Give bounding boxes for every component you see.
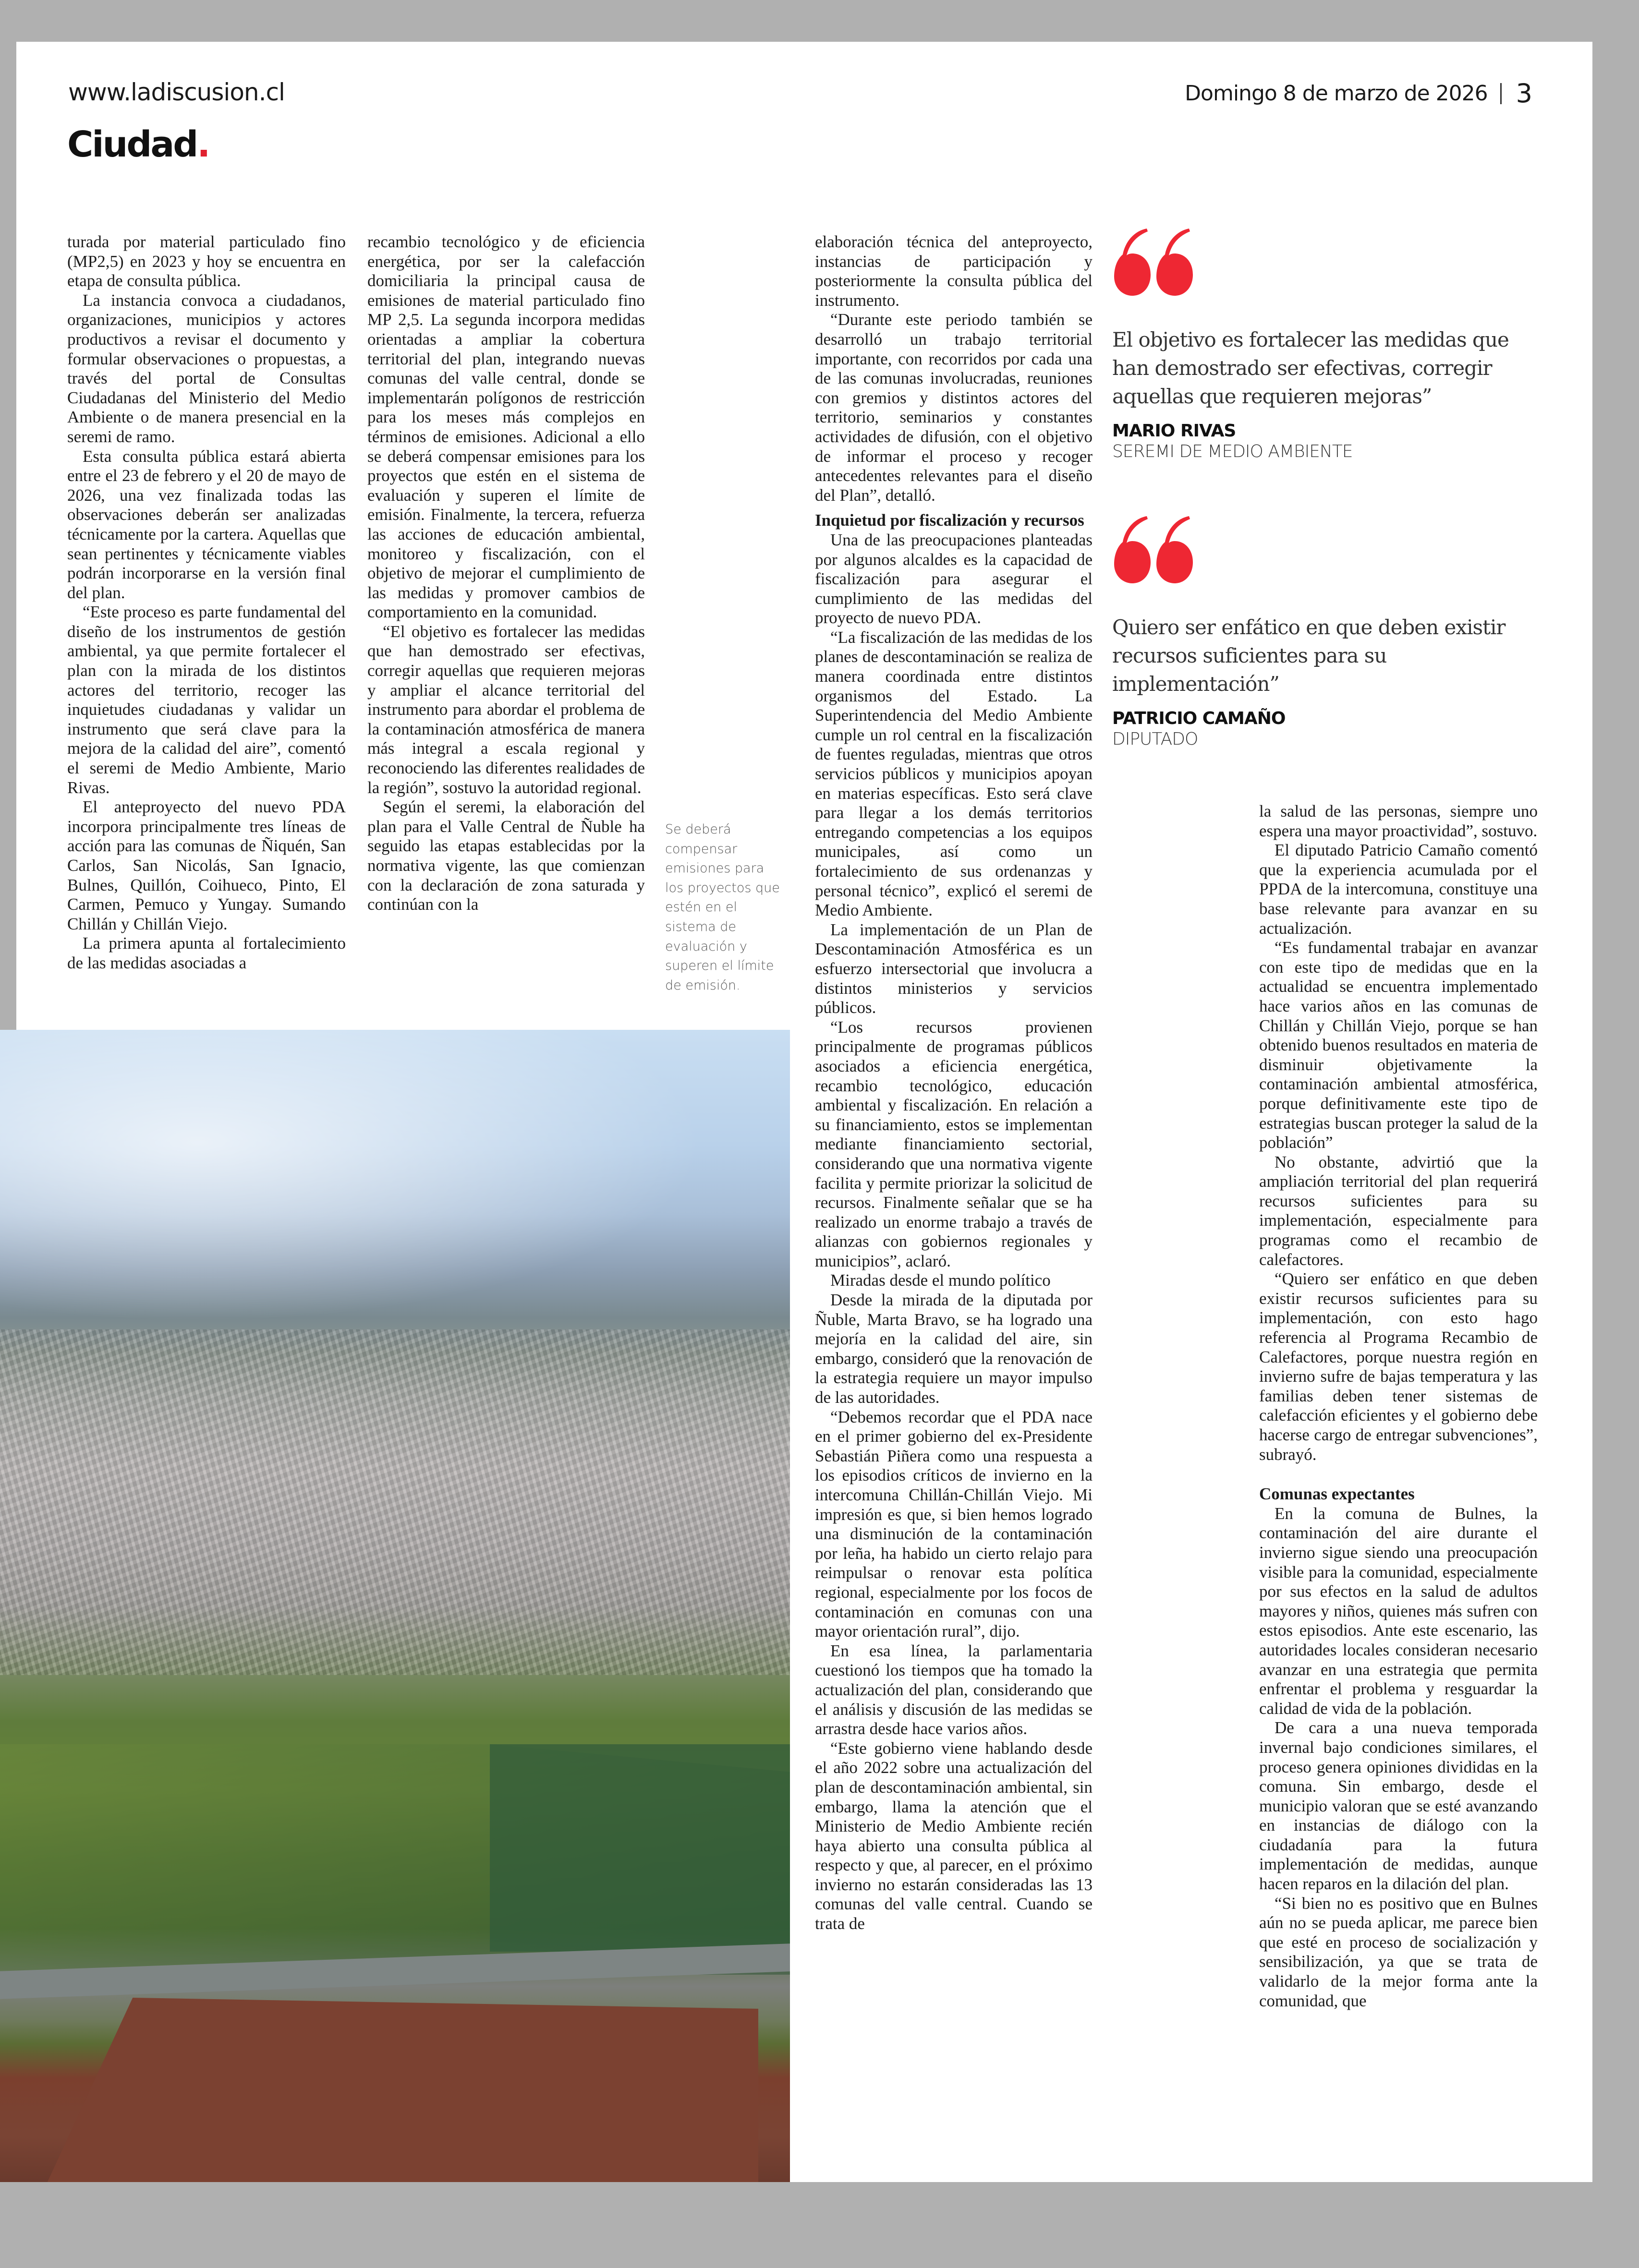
paragraph: “Quiero ser enfático en que deben existir recursos suficientes para su implementación, con esto hago referencia al Programa Recambio de Calefactores, porque nuestra región en invierno sufre de bajas temperatura y las familias deben tener sistemas de calefacción eficientes y el gobierno debe hacerse cargo de entregar subvenciones”, subrayó. [1259, 1269, 1538, 1464]
paragraph: Desde la mirada de la diputada por Ñuble, Marta Bravo, se ha logrado una mejoría en la calidad del aire, sin embargo, consideró que la renovación de la estrategia requiere un mayor impulso de las autoridades. [815, 1291, 1093, 1407]
quote-mark-icon [1113, 512, 1544, 584]
date-and-page [1185, 78, 1532, 109]
photo-plowed-field [48, 1998, 759, 2182]
paragraph: “Durante este periodo también se desarrolló un trabajo territorial importante, con recorridos por cada una de las comunas involucradas, reuniones con gremios y distintos actores del territorio, seminarios y constantes actividades de difusión, con el objetivo de informar el proceso y recoger antecedentes relevantes para el diseño del Plan”, detalló. [815, 310, 1093, 505]
paragraph: De cara a una nueva temporada invernal bajo condiciones similares, el proceso genera opiniones divididas en la comuna. Sin embargo, desde el municipio valoran que se esté avanzando en instancias de diálogo con la ciudadanía para la futura implementación de medidas, aunque hacen reparos en la dilación del plan. [1259, 1718, 1538, 1894]
paragraph: “Este proceso es parte fundamental del diseño de los instrumentos de gestión ambiental, ya que permite fortalecer el plan con la mirada de los distintos actores del territorio, recoger las inquietudes ciudadanas y validar un instrumento que será clave para la mejora de la calidad del aire”, comentó el seremi de Medio Ambiente, Mario Rivas. [67, 603, 346, 797]
photo-city-area [0, 1329, 790, 1675]
section-dot: . [197, 124, 209, 165]
paragraph: Según el seremi, la elaboración del plan para el Valle Central de Ñuble ha seguido las etapas establecidas por la normativa vigente, las que comienzan con la declaración de zona saturada y continúan con la [367, 797, 645, 914]
paragraph: “Este gobierno viene hablando desde el año 2022 sobre una actualización del plan de descontaminación ambiental, sin embargo, llama la atención que el Ministerio de Medio Ambiente recién haya abierto una consulta pública al respecto y que, al parecer, en el próximo invierno no estarán consideradas las 13 comunas del valle central. Cuando se trata de [815, 1738, 1093, 1933]
paragraph: la salud de las personas, siempre uno espera una mayor proactividad”, sostuvo. [1259, 802, 1538, 840]
subheading: Comunas expectantes [1259, 1484, 1415, 1504]
photo-sky-haze [0, 1030, 790, 1352]
section-name: Ciudad [67, 124, 197, 165]
quote-author: MARIO RIVAS [1112, 421, 1236, 441]
photo-dark-field [490, 1744, 790, 1952]
paragraph: La instancia convoca a ciudadanos, organizaciones, municipios y actores productivos a revisar el documento y formular observaciones o propuestas, a través del portal de Consultas Ciudadanas del Ministerio del Medio Ambiente o de manera presencial en la seremi de ramo. [67, 290, 346, 446]
quote-role: SEREMI DE MEDIO AMBIENTE [1112, 442, 1353, 461]
article-column-3 [815, 232, 1093, 1934]
paragraph: “Es fundamental trabajar en avanzar con este tipo de medidas que en la actualidad se encuentra implementado hace varios años en las comunas de Chillán y Chillán Viejo, porque se han obtenido buenos resultados en materia de disminuir objetivamente la contaminación ambiental atmosférica, porque definitivamente este tipo de estrategias buscan proteger la salud de la población” [1259, 938, 1538, 1152]
paragraph: turada por material particulado fino (MP2,5) en 2023 y hoy se encuentra en etapa de consulta pública. [67, 232, 346, 290]
section-title [67, 124, 209, 165]
divider [1500, 83, 1502, 104]
article-column-4 [1259, 802, 1538, 2011]
paragraph: Una de las preocupaciones planteadas por algunos alcaldes es la capacidad de fiscalización para asegurar el cumplimiento de las medidas del proyecto de nuevo PDA. [815, 530, 1093, 627]
paragraph: El anteproyecto del nuevo PDA incorpora principalmente tres líneas de acción para las comunas de Ñiquén, San Carlos, San Nicolás, San Ignacio, Bulnes, Quillón, Coihueco, Pinto, El Carmen, Pemuco y Yungay. Sumando Chillán y Chillán Viejo. [67, 797, 346, 933]
paragraph: “Debemos recordar que el PDA nace en el primer gobierno del ex-Presidente Sebastián Piñera como una respuesta a los episodios críticos de invierno en la intercomuna Chillán-Chillán Viejo. Mi impresión es que, si bien hemos logrado una disminución de la contaminación por leña, ha habido un cierto relajo para reimpulsar o renovar esta política regional, especialmente por los focos de contaminación en comunas con una mayor orientación rural”, dijo. [815, 1407, 1093, 1641]
paragraph: recambio tecnológico y de eficiencia energética, por ser la calefacción domiciliaria la principal causa de emisiones de material particulado fino MP 2,5. La segunda incorpora medidas orientadas a ampliar la cobertura territorial del plan, integrando nuevas comunas del valle central, donde se implementarán polígonos de restricción para los meses más complejos en términos de emisiones. Adicional a ello se deberá compensar emisiones para los proyectos que estén en el sistema de evaluación y superen el límite de emisión. Finalmente, la tercera, refuerza las acciones de educación ambiental, monitoreo y fiscalización, con el objetivo de mejorar el cumplimiento de las medidas y promover cambios de comportamiento en la comunidad. [367, 232, 645, 622]
paragraph: “Si bien no es positivo que en Bulnes aún no se pueda aplicar, me parece bien que esté en proceso de socialización y sensibilización, ya que se trata de validarlo de la mejor forma ante la comunidad, que [1259, 1894, 1538, 2010]
quote-role: DIPUTADO [1112, 729, 1198, 749]
aerial-city-photo [0, 1030, 790, 2182]
pull-quote-rivas [1112, 225, 1544, 461]
paragraph: No obstante, advirtió que la ampliación territorial del plan requerirá recursos suficientes para su implementación, especialmente para programas como el recambio de calefactores. [1259, 1152, 1538, 1269]
paragraph: En la comuna de Bulnes, la contaminación del aire durante el invierno sigue siendo una preocupación visible para la comunidad, especialmente por sus efectos en la salud de adultos mayores y niños, quienes más sufren con estos episodios. Ante este escenario, las autoridades locales consideran necesario avanzar en una estrategia que permita enfrentar el problema y resguardar la calidad de vida de la población. [1259, 1504, 1538, 1718]
site-url[interactable]: www.ladiscusion.cl [68, 78, 285, 106]
article-column-1 [67, 232, 346, 973]
paragraph: La implementación de un Plan de Descontaminación Atmosférica es un esfuerzo intersectorial que involucra a distintos ministerios y servicios públicos. [815, 920, 1093, 1017]
article-column-2 [367, 232, 645, 915]
paragraph: El diputado Patricio Camaño comentó que la experiencia acumulada por el PPDA de la intercomuna, constituye una base relevante para avanzar en su actualización. [1259, 841, 1538, 938]
quote-text: Quiero ser enfático en que deben existir recursos suficientes para su implementación” [1112, 615, 1505, 696]
subheading: Inquietud por fiscalización y recursos [815, 511, 1084, 530]
paragraph: “Los recursos provienen principalmente de programas públicos asociados a eficiencia energética, recambio tecnológico, educación ambiental y fiscalización. En relación a su financiamiento, estos se implementan mediante financiamiento sectorial, considerando que una normativa vigente facilita y permite priorizar la solicitud de recursos. Finalmente señalar que se ha realizado un enorme trabajo a través de alianzas con gobiernos regionales y municipios”, aclaró. [815, 1017, 1093, 1270]
issue-date: Domingo 8 de marzo de 2026 [1185, 81, 1488, 106]
page-number: 3 [1516, 78, 1532, 109]
photo-caption: Se deberá compensar emisiones para los proyectos que estén en el sistema de evaluación y superen el límite de emisión. [665, 822, 780, 993]
quote-mark-icon [1113, 225, 1544, 297]
pull-quote-camano [1112, 512, 1544, 749]
paragraph: La primera apunta al fortalecimiento de las medidas asociadas a [67, 934, 346, 972]
quote-text: El objetivo es fortalecer las medidas que han demostrado ser efectivas, corregir aquellas que requieren mejoras” [1112, 328, 1509, 408]
paragraph: En esa línea, la parlamentaria cuestionó los tiempos que ha tomado la actualización del plan, considerando que el análisis y discusión de las medidas se arrastra desde hace varios años. [815, 1641, 1093, 1738]
paragraph: “El objetivo es fortalecer las medidas que han demostrado ser efectivas, corregir aquellas que requieren mejoras y ampliar el alcance territorial del instrumento para abordar el problema de la contaminación atmosférica de manera más integral a escala regional y reconociendo las diferentes realidades de la región”, sostuvo la autoridad regional. [367, 622, 645, 797]
paragraph: Esta consulta pública estará abierta entre el 23 de febrero y el 20 de mayo de 2026, una vez finalizada todas las observaciones deberán ser analizadas técnicamente por la cartera. Aquellas que sean pertinentes y técnicamente viables podrán incorporarse en la versión final del plan. [67, 446, 346, 602]
paragraph: elaboración técnica del anteproyecto, instancias de participación y posteriormente la consulta pública del instrumento. [815, 232, 1093, 310]
paragraph: “La fiscalización de las medidas de los planes de descontaminación se realiza de manera coordinada entre distintos organismos del Estado. La Superintendencia del Medio Ambiente cumple un rol central en la fiscalización de fuentes reguladas, mientras que otros servicios públicos y municipios apoyan en materias específicas. Esto será clave para llegar a los demás territorios entregando competencias a los equipos municipales, así como un fortalecimiento de sus ordenanzas y personal técnico”, explicó el seremi de Medio Ambiente. [815, 627, 1093, 920]
paragraph: Miradas desde el mundo político [830, 1271, 1051, 1290]
quote-author: PATRICIO CAMAÑO [1112, 709, 1286, 728]
